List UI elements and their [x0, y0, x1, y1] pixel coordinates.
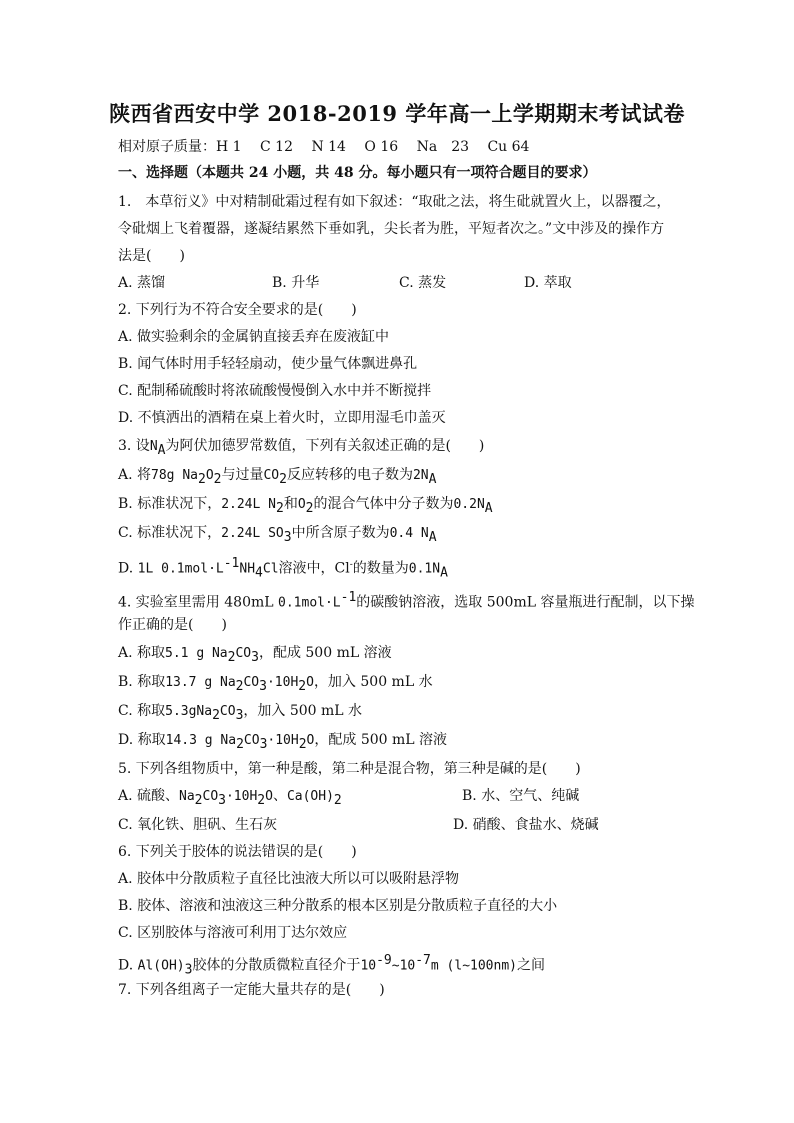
q3-option-a: A. 将78g $Na_2O_2$与过量$CO_2$反应转移的电子数为$2N_A$	[118, 467, 437, 487]
q1-option-a: A. 蒸馏	[118, 275, 166, 291]
q6-option-b: B. 胶体、溶液和浊液这三种分散系的根本区别是分散质粒子直径的大小	[118, 898, 558, 914]
q6-option-d: D. $Al(OH)_3$胶体的分散质微粒直径介于$10^{-9}\sim 10^{-7}m$ (l~100nm)之间	[118, 953, 545, 978]
q4-stem-line2: 作正确的是( )	[118, 617, 227, 633]
atomic-mass-line: 相对原子质量：H 1 C 12 N 14 O 16 Na 23 Cu 64	[118, 139, 530, 155]
q4-option-a: A. 称取5.1 g $Na_2CO_3$，配成 500 mL 溶液	[118, 645, 392, 665]
q2-stem: 2. 下列行为不符合安全要求的是( )	[118, 302, 357, 318]
q2-option-b: B. 闻气体时用手轻轻扇动，使少量气体飘进鼻孔	[118, 356, 418, 372]
q7-stem: 7. 下列各组离子一定能大量共存的是( )	[118, 982, 385, 998]
q1-stem-line3: 法是( )	[118, 248, 185, 264]
q3-option-d: D. 1L $0.1mol\cdot L^{-1}NH_4Cl$溶液中，Cl-的数量为$0.1N_A$	[118, 556, 448, 581]
q2-option-c: C. 配制稀硫酸时将浓硫酸慢慢倒入水中并不断搅拌	[118, 383, 432, 399]
q5-option-d: D. 硝酸、食盐水、烧碱	[453, 817, 599, 833]
q3-option-b: B. 标准状况下，2.24L $N_2$和$O_2$的混合气体中分子数为$0.2N_A$	[118, 496, 493, 516]
q3-option-c: C. 标准状况下，2.24L $SO_3$中所含原子数为0.4 $N_A$	[118, 525, 437, 545]
q3-stem: 3. 设$N_A$为阿伏加德罗常数值，下列有关叙述正确的是( )	[118, 438, 485, 458]
q1-stem-line2: 令砒烟上飞着覆器，遂凝结累然下垂如乳，尖长者为胜，平短者次之。”文中涉及的操作方	[118, 221, 665, 237]
q4-option-d: D. 称取14.3 g $Na_2CO_3\cdot 10H_2O$，配成 500 mL 溶液	[118, 732, 448, 752]
q2-option-d: D. 不慎洒出的酒精在桌上着火时，立即用湿毛巾盖灭	[118, 410, 446, 426]
q6-option-c: C. 区别胶体与溶液可利用丁达尔效应	[118, 925, 348, 941]
section-heading: 一、选择题（本题共 24 小题，共 48 分。每小题只有一项符合题目的要求）	[118, 165, 597, 181]
q5-option-b: B. 水、空气、纯碱	[462, 788, 580, 804]
q1-option-c: C. 蒸发	[399, 275, 447, 291]
q6-option-a: A. 胶体中分散质粒子直径比浊液大所以可以吸附悬浮物	[118, 871, 460, 887]
q4-stem-line1: 4. 实验室里需用 480mL $0.1mol\cdot L^{-1}$的碳酸钠溶液，选取 500mL 容量瓶进行配制，以下操	[118, 590, 695, 611]
q1-stem-line1: 1. 本草衍义》中对精制砒霜过程有如下叙述：“取砒之法，将生砒就置火上，以器覆之，	[118, 194, 671, 210]
q4-option-c: C. 称取$5.3gNa_2CO_3$，加入 500 mL 水	[118, 703, 363, 723]
q4-option-b: B. 称取13.7 g $Na_2CO_3\cdot 10H_2O$，加入 500 mL 水	[118, 674, 433, 694]
q5-option-a: A. 硫酸、$Na_2CO_3\cdot 10H_2O$、$Ca(OH)_2$	[118, 788, 342, 808]
q2-option-a: A. 做实验剩余的金属钠直接丢弃在废液缸中	[118, 329, 390, 345]
q6-stem: 6. 下列关于胶体的说法错误的是( )	[118, 844, 357, 860]
q1-option-d: D. 萃取	[524, 275, 572, 291]
q1-option-b: B. 升华	[272, 275, 320, 291]
page-title: 陕西省西安中学 2018-2019 学年高一上学期期末考试试卷	[109, 101, 685, 126]
q5-option-c: C. 氧化铁、胆矾、生石灰	[118, 817, 278, 833]
q5-stem: 5. 下列各组物质中，第一种是酸，第二种是混合物，第三种是碱的是( )	[118, 761, 581, 777]
